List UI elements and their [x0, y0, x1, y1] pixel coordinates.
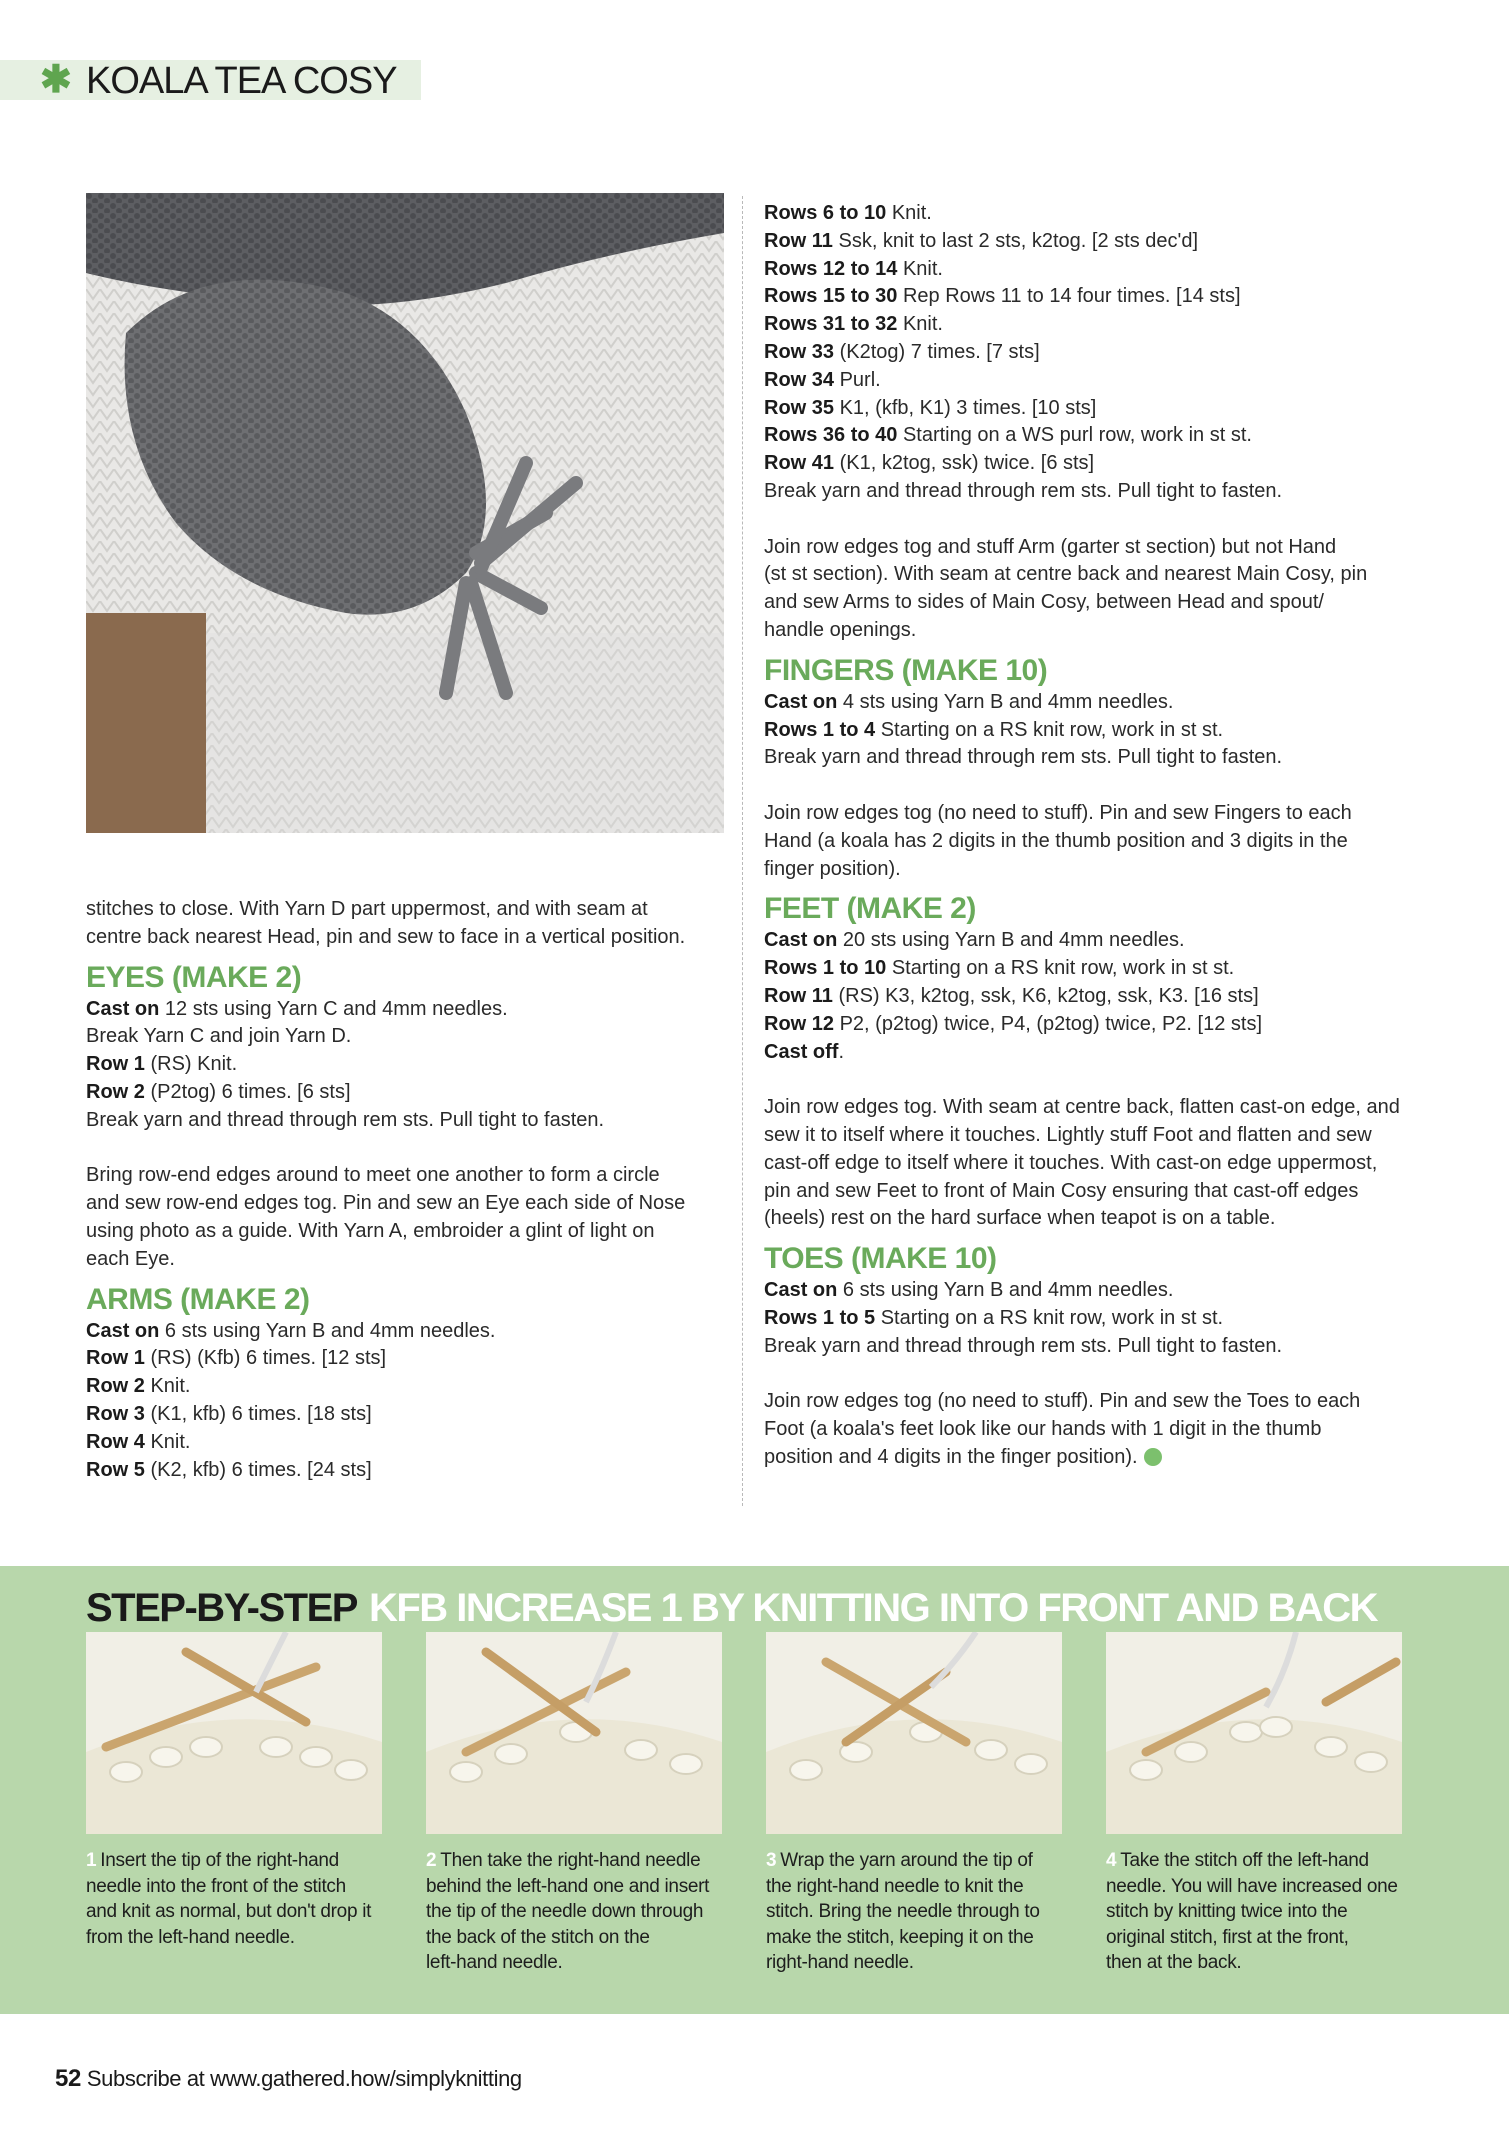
step-by-step-panel: [0, 1566, 1509, 2014]
paragraph-line: using photo as a guide. With Yarn A, embroider a glint of light on: [86, 1219, 655, 1242]
pattern-line: Rows 1 to 4 Starting on a RS knit row, work in st st.: [764, 718, 1224, 741]
pattern-line: Row 4 Knit.: [86, 1430, 191, 1453]
pattern-line: Row 11 Ssk, knit to last 2 sts, k2tog. [2 sts dec'd]: [764, 229, 1199, 252]
pattern-line: Row 33 (K2tog) 7 times. [7 sts]: [764, 340, 1040, 363]
toes-heading: TOES (MAKE 10): [764, 1242, 997, 1276]
pattern-line: Row 34 Purl.: [764, 368, 881, 391]
pattern-line: Cast on 4 sts using Yarn B and 4mm needles.: [764, 690, 1174, 713]
paragraph-line: Foot (a koala's feet look like our hands with 1 digit in the thumb: [764, 1418, 1322, 1441]
page-number: 52: [55, 2065, 81, 2092]
pattern-line: Rows 36 to 40 Starting on a WS purl row, work in st st.: [764, 424, 1252, 447]
column-divider: [742, 196, 743, 1506]
pattern-line: Row 41 (K1, k2tog, ssk) twice. [6 sts]: [764, 452, 1095, 475]
paragraph-line: (heels) rest on the hard surface when teapot is on a table.: [764, 1207, 1276, 1230]
step-1-caption: 1 Insert the tip of the right-hand needle into the front of the stitch and knit as normal, but don't drop it from the left-hand needle.: [86, 1850, 372, 1948]
pattern-line: Row 1 (RS) (Kfb) 6 times. [12 sts]: [86, 1347, 387, 1370]
pattern-line: Row 11 (RS) K3, k2tog, ssk, K6, k2tog, ssk, K3. [16 sts]: [764, 984, 1259, 1007]
flower-asterisk-icon: ✱: [40, 59, 72, 101]
step-2: [426, 1632, 722, 1976]
paragraph-line: sew it to itself where it touches. Lightly stuff Foot and flatten and sew: [764, 1123, 1372, 1146]
paragraph-line: position and 4 digits in the finger position).: [764, 1444, 1424, 1472]
step-4-photo: [1106, 1632, 1402, 1834]
intro-line: centre back nearest Head, pin and sew to face in a vertical position.: [86, 925, 686, 948]
pattern-line: Cast on 20 sts using Yarn B and 4mm needles.: [764, 929, 1185, 952]
pattern-line: Rows 15 to 30 Rep Rows 11 to 14 four times. [14 sts]: [764, 285, 1241, 308]
pattern-line: Break yarn and thread through rem sts. Pull tight to fasten.: [86, 1108, 605, 1131]
pattern-line: Rows 12 to 14 Knit.: [764, 257, 943, 280]
pattern-line: Cast on 12 sts using Yarn C and 4mm needles.: [86, 997, 508, 1020]
pattern-line: Cast on 6 sts using Yarn B and 4mm needles.: [764, 1279, 1174, 1302]
paragraph-line: cast-off edge to itself where it touches. With cast-on edge uppermost,: [764, 1151, 1378, 1174]
pattern-line: Rows 1 to 10 Starting on a RS knit row, work in st st.: [764, 957, 1235, 980]
paragraph-line: pin and sew Feet to front of Main Cosy ensuring that cast-off edges: [764, 1179, 1359, 1202]
page-footer: [55, 2065, 522, 2093]
step-1-photo: [86, 1632, 382, 1834]
pattern-line: Row 35 K1, (kfb, K1) 3 times. [10 sts]: [764, 396, 1097, 419]
pattern-line: Row 12 P2, (p2tog) twice, P4, (p2tog) twice, P2. [12 sts]: [764, 1012, 1262, 1035]
pattern-line: Rows 1 to 5 Starting on a RS knit row, work in st st.: [764, 1306, 1224, 1329]
pattern-line: Row 3 (K1, kfb) 6 times. [18 sts]: [86, 1402, 372, 1425]
pattern-line: Row 2 (P2tog) 6 times. [6 sts]: [86, 1080, 351, 1103]
page-title: KOALA TEA COSY: [86, 60, 397, 102]
pattern-line: Cast on 6 sts using Yarn B and 4mm needles.: [86, 1319, 496, 1342]
paragraph-line: handle openings.: [764, 618, 917, 641]
paragraph-line: Join row edges tog. With seam at centre back, flatten cast-on edge, and: [764, 1096, 1400, 1119]
step-2-photo: [426, 1632, 722, 1834]
pattern-line: Rows 31 to 32 Knit.: [764, 313, 943, 336]
step-2-caption: 2 Then take the right-hand needle behind the left-hand one and insert the tip of the needle down through the back of the stitch on the left-hand needle.: [426, 1850, 710, 1974]
step-3-photo: [766, 1632, 1062, 1834]
paragraph-line: each Eye.: [86, 1247, 175, 1270]
section-header: [0, 60, 421, 100]
paragraph-line: Join row edges tog (no need to stuff). Pin and sew the Toes to each: [764, 1390, 1361, 1413]
intro-line: stitches to close. With Yarn D part uppermost, and with seam at: [86, 898, 648, 920]
step-3-caption: 3 Wrap the yarn around the tip of the right-hand needle to knit the stitch. Bring the needle through to make the stitch, keeping it on the right-hand needle.: [766, 1850, 1040, 1974]
pattern-line: Row 2 Knit.: [86, 1375, 191, 1398]
step-4: [1106, 1632, 1402, 1976]
left-column: [86, 896, 726, 1484]
yarn-ball-end-icon: [1144, 1448, 1162, 1466]
step-4-caption: 4 Take the stitch off the left-hand needle. You will have increased one stitch by knitting twice into the original stitch, first at the front, then at the back.: [1106, 1850, 1398, 1974]
paragraph-line: and sew Arms to sides of Main Cosy, between Head and spout/: [764, 591, 1324, 614]
pattern-line: Cast off.: [764, 1040, 845, 1063]
fingers-heading: FINGERS (MAKE 10): [764, 653, 1048, 687]
pattern-line: Row 1 (RS) Knit.: [86, 1053, 238, 1076]
pattern-line: Break yarn and thread through rem sts. Pull tight to fasten.: [764, 746, 1283, 769]
step-3: [766, 1632, 1062, 1976]
paragraph-line: Hand (a koala has 2 digits in the thumb position and 3 digits in the: [764, 829, 1348, 852]
paragraph-line: and sew row-end edges tog. Pin and sew an Eye each side of Nose: [86, 1192, 686, 1215]
pattern-line: Break yarn and thread through rem sts. Pull tight to fasten.: [764, 479, 1283, 502]
pattern-line: Rows 6 to 10 Knit.: [764, 202, 932, 224]
pattern-line: Break Yarn C and join Yarn D.: [86, 1025, 352, 1048]
arms-heading: ARMS (MAKE 2): [86, 1282, 310, 1316]
paragraph-line: Bring row-end edges around to meet one another to form a circle: [86, 1164, 660, 1187]
koala-arm-photo: [86, 193, 724, 833]
step-by-step-title: STEP-BY-STEP KFB INCREASE 1 BY KNITTING INTO FRONT AND BACK: [86, 1586, 1378, 1630]
pattern-line: Row 5 (K2, kfb) 6 times. [24 sts]: [86, 1458, 372, 1481]
right-column: [764, 200, 1424, 1472]
pattern-line: Break yarn and thread through rem sts. Pull tight to fasten.: [764, 1334, 1283, 1357]
paragraph-line: finger position).: [764, 857, 901, 880]
paragraph-line: Join row edges tog (no need to stuff). Pin and sew Fingers to each: [764, 801, 1352, 824]
paragraph-line: Join row edges tog and stuff Arm (garter st section) but not Hand: [764, 535, 1337, 558]
eyes-heading: EYES (MAKE 2): [86, 960, 302, 994]
subscribe-link[interactable]: Subscribe at www.gathered.how/simplyknitting: [86, 2066, 522, 2091]
feet-heading: FEET (MAKE 2): [764, 892, 976, 926]
paragraph-line: (st st section). With seam at centre back and nearest Main Cosy, pin: [764, 563, 1368, 586]
step-1: [86, 1632, 382, 1950]
